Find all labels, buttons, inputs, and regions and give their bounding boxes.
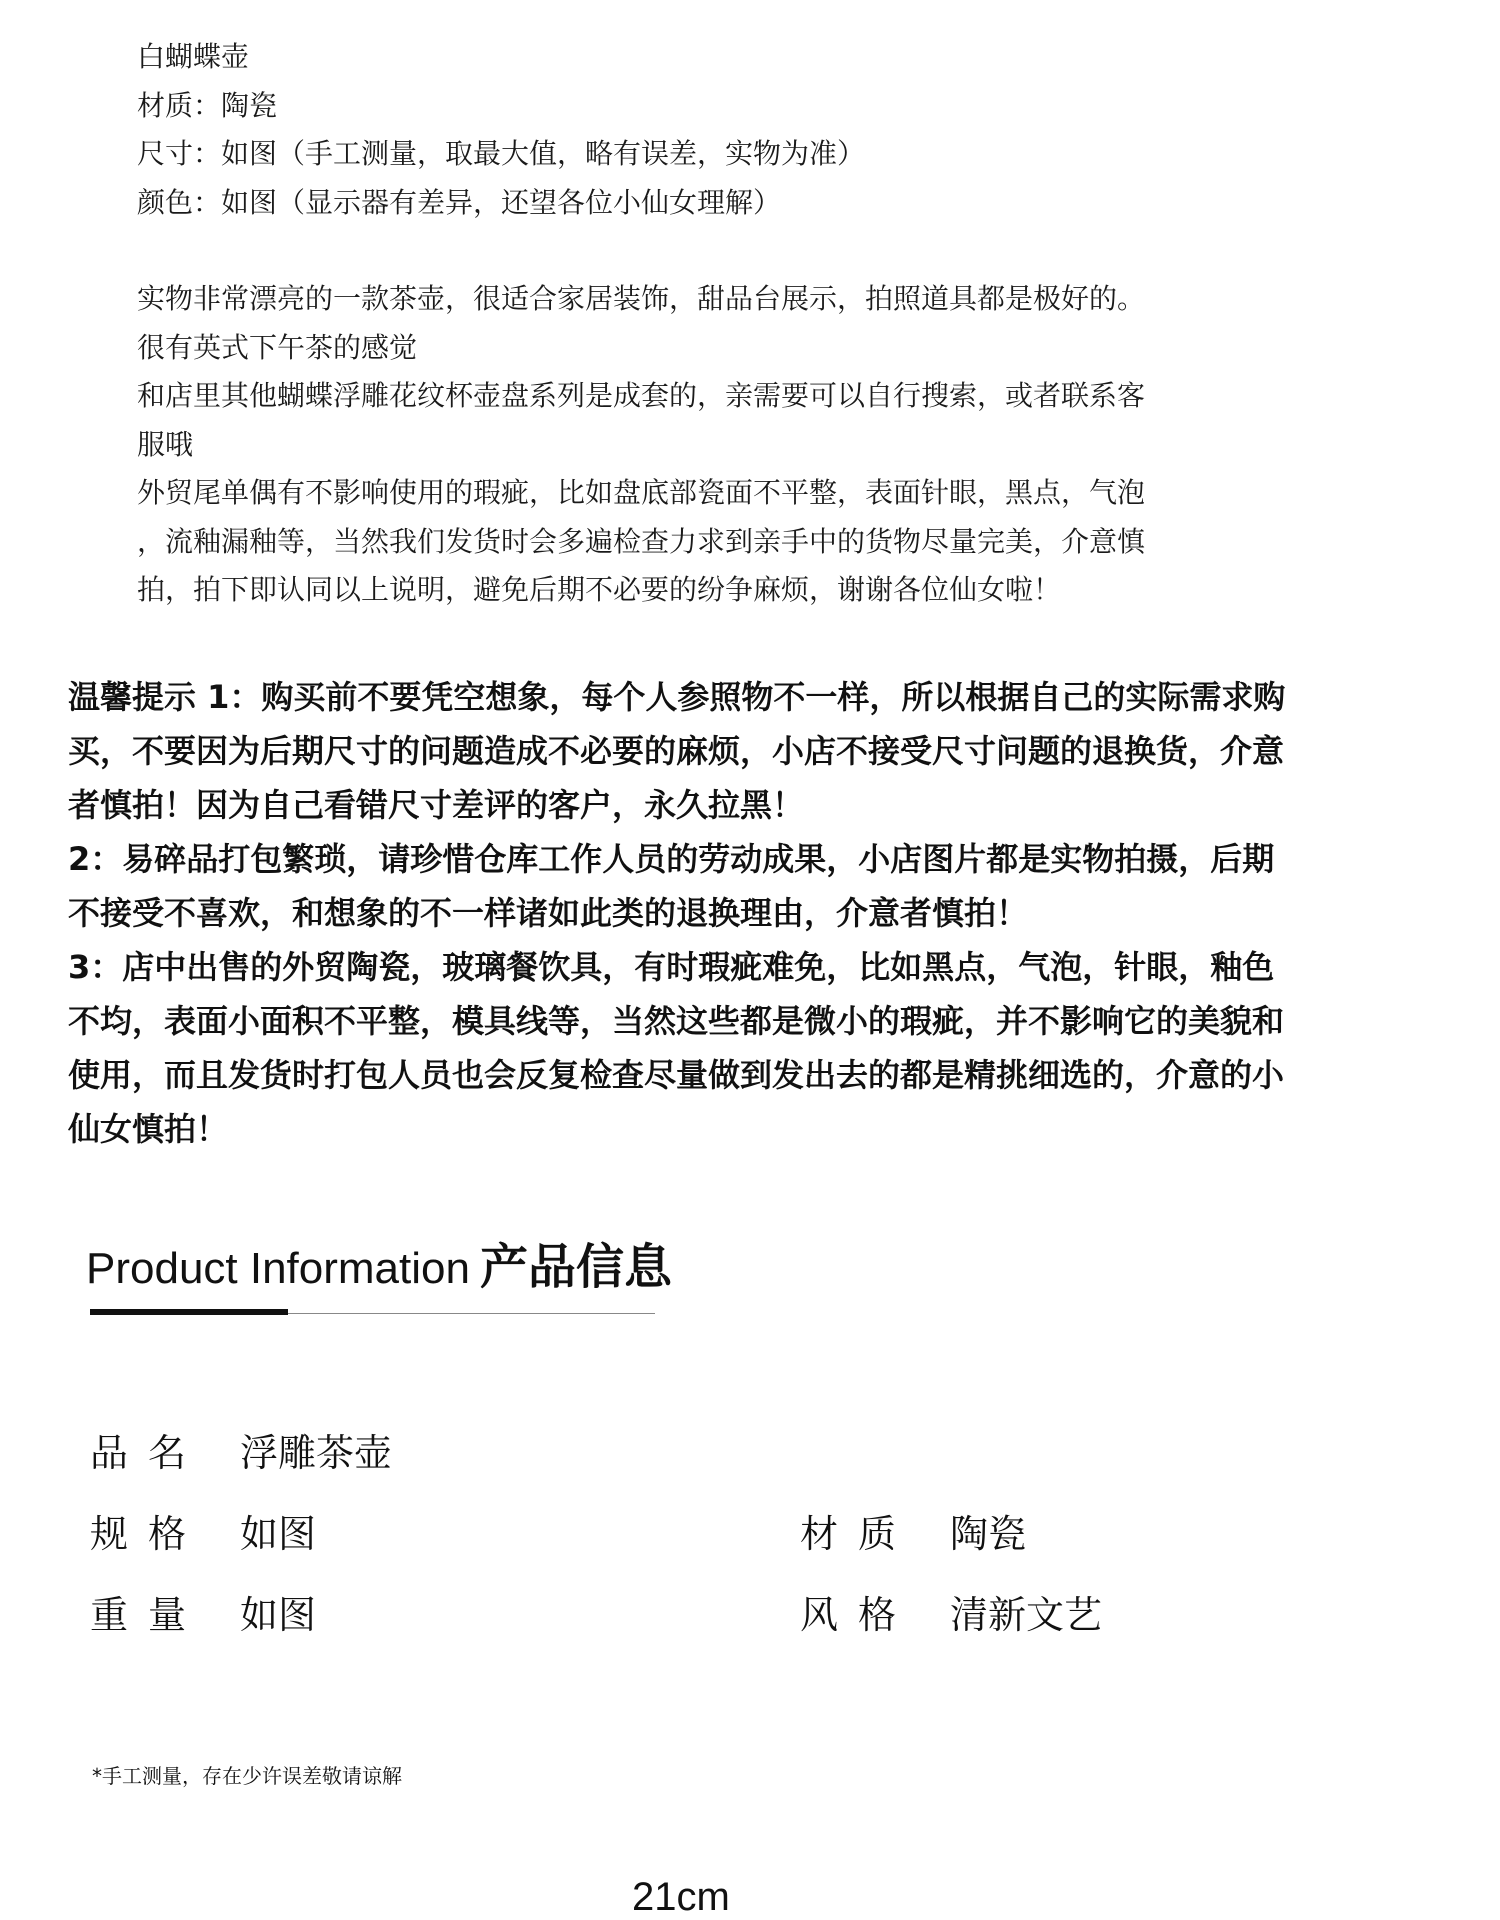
notice-line: 不均，表面小面积不平整，模具线等，当然这些都是微小的瑕疵，并不影响它的美貌和 <box>68 1002 1285 1040</box>
product-description <box>137 33 1367 615</box>
spec-value: 浮雕茶壶 <box>240 1431 393 1475</box>
spec-row-material <box>800 1503 1026 1558</box>
spec-value: 清新文艺 <box>950 1593 1103 1637</box>
spec-label: 材质 <box>800 1512 917 1556</box>
description-line: 外贸尾单偶有不影响使用的瑕疵，比如盘底部瓷面不平整，表面针眼，黑点，气泡 <box>137 476 1146 509</box>
description-line: 颜色：如图（显示器有差异，还望各位小仙女理解） <box>137 185 782 219</box>
notice-line: 使用，而且发货时打包人员也会反复检查尽量做到发出去的都是精挑细选的，介意的小 <box>68 1056 1285 1094</box>
spec-label: 品名 <box>90 1431 207 1475</box>
notice-line: 不接受不喜欢，和想象的不一样诸如此类的退换理由，介意者慎拍！ <box>68 894 1029 932</box>
description-line: 材质：陶瓷 <box>137 88 278 122</box>
title-divider-accent <box>90 1309 288 1315</box>
spec-value: 如图 <box>240 1512 317 1556</box>
notice-line: 3：店中出售的外贸陶瓷，玻璃餐饮具，有时瑕疵难免，比如黑点，气泡，针眼，釉色 <box>68 948 1275 986</box>
spec-label: 风格 <box>800 1593 917 1637</box>
notice-line: 者慎拍！因为自己看错尺寸差评的客户，永久拉黑！ <box>68 786 805 824</box>
product-info-title <box>86 1228 672 1297</box>
spec-value: 陶瓷 <box>950 1512 1027 1556</box>
description-line: 很有英式下午茶的感觉 <box>137 330 418 364</box>
description-line: 白蝴蝶壶 <box>137 40 250 73</box>
description-line: 和店里其他蝴蝶浮雕花纹杯壶盘系列是成套的，亲需要可以自行搜索，或者联系客 <box>137 379 1146 412</box>
description-gap <box>137 227 1367 275</box>
product-info-title-en: Product Information <box>86 1244 470 1293</box>
spec-row-spec <box>90 1503 316 1558</box>
description-line: 服哦 <box>137 427 194 461</box>
description-line: 实物非常漂亮的一款茶壶，很适合家居装饰，甜品台展示，拍照道具都是极好的。 <box>137 282 1146 315</box>
size-dimension-label: 21cm <box>632 1875 730 1919</box>
notice-line: 温馨提示 1：购买前不要凭空想象，每个人参照物不一样，所以根据自己的实际需求购 <box>68 678 1286 716</box>
description-line: ，流釉漏釉等，当然我们发货时会多遍检查力求到亲手中的货物尽量完美，介意慎 <box>137 524 1146 558</box>
spec-value: 如图 <box>240 1593 317 1637</box>
purchase-notice <box>68 670 1468 1156</box>
notice-line: 2：易碎品打包繁琐，请珍惜仓库工作人员的劳动成果，小店图片都是实物拍摄，后期 <box>68 840 1275 878</box>
spec-row-weight <box>90 1584 316 1639</box>
description-line: 尺寸：如图（手工测量，取最大值，略有误差，实物为准） <box>137 137 866 170</box>
product-info-title-cn: 产品信息 <box>479 1239 672 1295</box>
notice-line: 仙女慎拍！ <box>68 1110 229 1148</box>
spec-label: 重量 <box>90 1593 207 1637</box>
spec-label: 规格 <box>90 1512 207 1556</box>
measurement-footnote: *手工测量，存在少许误差敬请谅解 <box>92 1764 402 1788</box>
spec-row-name <box>90 1422 392 1477</box>
notice-line: 买，不要因为后期尺寸的问题造成不必要的麻烦，小店不接受尺寸问题的退换货，介意 <box>68 732 1285 770</box>
description-line: 拍，拍下即认同以上说明，避免后期不必要的纷争麻烦，谢谢各位仙女啦！ <box>137 573 1062 606</box>
spec-row-style <box>800 1584 1102 1639</box>
